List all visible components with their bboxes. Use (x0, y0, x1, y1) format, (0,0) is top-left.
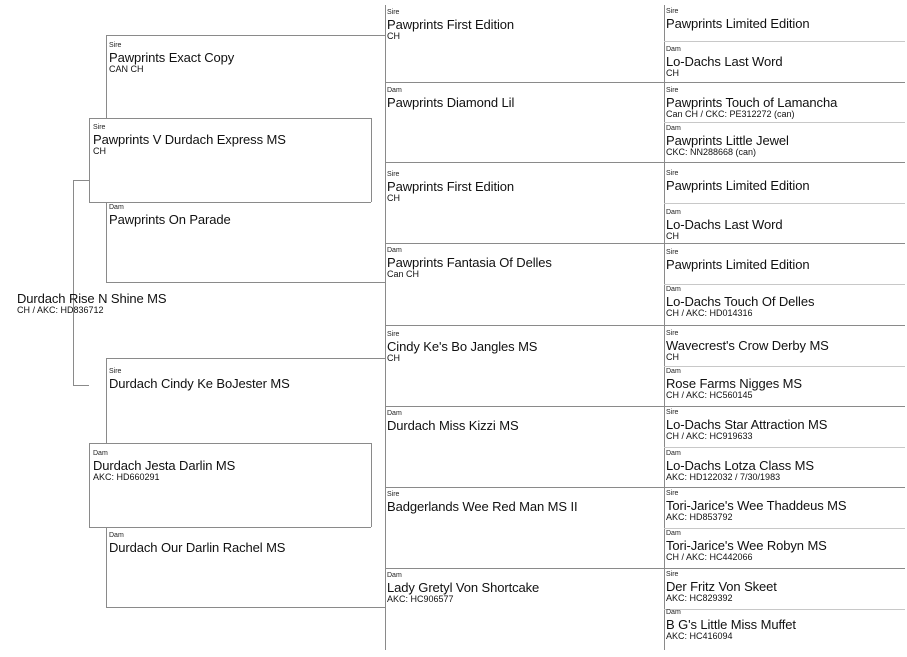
dog-titles: CH / AKC: HD014316 (666, 308, 753, 318)
dog-titles: AKC: HC906577 (387, 594, 454, 604)
dam-label: Dam (666, 368, 681, 375)
sire-label: Sire (666, 249, 679, 256)
sire-label: Sire (387, 9, 400, 16)
gen4-dog (666, 46, 782, 78)
dog-titles: Can CH (387, 269, 420, 279)
dog-name: Lo-Dachs Star Attraction MS (666, 417, 828, 432)
sire-label: Sire (387, 331, 400, 338)
gen4-dog (666, 490, 846, 522)
dam-label: Dam (666, 209, 681, 216)
dog-titles: CH (387, 193, 400, 203)
sire-label: Sire (387, 491, 400, 498)
dam-label: Dam (666, 530, 681, 537)
sire-label: Sire (666, 409, 679, 416)
sire-label: Sire (387, 171, 400, 178)
gen3-dog (387, 171, 514, 203)
sire-label: Sire (666, 330, 679, 337)
gen4-dog (666, 249, 809, 272)
dog-titles: CH / AKC: HC919633 (666, 431, 753, 441)
subject-name: Durdach Rise N Shine MS (17, 291, 167, 306)
sire-label: Sire (666, 571, 679, 578)
dog-name: Lo-Dachs Last Word (666, 217, 783, 232)
subject-dog (17, 291, 166, 315)
dog-name: Pawprints Limited Edition (666, 257, 810, 272)
sire-label: Sire (109, 368, 122, 375)
dog-name: Badgerlands Wee Red Man MS II (387, 499, 578, 514)
dog-titles: CAN CH (109, 64, 144, 74)
gen4-dog (666, 330, 829, 362)
gen4-dog (666, 87, 837, 119)
dog-name: Pawprints Exact Copy (109, 50, 235, 65)
dog-name: B G's Little Miss Muffet (666, 617, 796, 632)
dog-name: Pawprints Limited Edition (666, 178, 810, 193)
dam-label: Dam (387, 572, 402, 579)
dog-titles: CH (387, 353, 400, 363)
gen3-dog (387, 9, 514, 41)
dam-label: Dam (666, 286, 681, 293)
dog-titles: CH (666, 68, 679, 78)
gen2-dog (109, 204, 231, 227)
sire-label: Sire (666, 170, 679, 177)
dog-name: Pawprints First Edition (387, 179, 515, 194)
gen4-dog (666, 209, 782, 241)
gen4-dog (666, 368, 802, 400)
dog-name: Pawprints First Edition (387, 17, 515, 32)
dog-name: Pawprints Limited Edition (666, 16, 810, 31)
gen4-dog (666, 8, 809, 31)
dog-name: Pawprints V Durdach Express MS (93, 132, 286, 147)
dog-name: Pawprints Touch of Lamancha (666, 95, 838, 110)
dam-label: Dam (93, 450, 108, 457)
dog-titles: CH (93, 146, 106, 156)
gen3-dog (387, 331, 537, 363)
dog-name: Durdach Miss Kizzi MS (387, 418, 519, 433)
dam-label: Dam (666, 46, 681, 53)
sire-label: Sire (666, 490, 679, 497)
dog-titles: CH / AKC: HC560145 (666, 390, 753, 400)
dog-titles: CKC: NN288668 (can) (666, 147, 757, 157)
sire-label: Sire (666, 87, 679, 94)
gen3-dog (387, 491, 578, 514)
gen3-dog (387, 572, 539, 604)
dog-name: Pawprints On Parade (109, 212, 231, 227)
dog-titles: CH (387, 31, 400, 41)
dam-label: Dam (387, 247, 402, 254)
gen4-dog (666, 609, 796, 641)
gen3-dog (387, 87, 514, 110)
dog-titles: AKC: HD853792 (666, 512, 733, 522)
gen1-sire (93, 124, 286, 156)
dog-titles: CH (666, 352, 679, 362)
dog-name: Pawprints Diamond Lil (387, 95, 515, 110)
dam-label: Dam (666, 125, 681, 132)
dog-titles: AKC: HC416094 (666, 631, 733, 641)
dog-name: Tori-Jarice's Wee Robyn MS (666, 538, 827, 553)
dog-titles: AKC: HD660291 (93, 472, 160, 482)
dog-titles: CH / AKC: HC442066 (666, 552, 753, 562)
gen4-dog (666, 450, 814, 482)
dam-label: Dam (666, 450, 681, 457)
dam-label: Dam (387, 87, 402, 94)
gen2-dog (109, 368, 290, 391)
gen4-dog (666, 170, 809, 193)
dog-name: Wavecrest's Crow Derby MS (666, 338, 829, 353)
dog-name: Lo-Dachs Lotza Class MS (666, 458, 814, 473)
dog-name: Rose Farms Nigges MS (666, 376, 802, 391)
dog-name: Tori-Jarice's Wee Thaddeus MS (666, 498, 847, 513)
dog-name: Durdach Our Darlin Rachel MS (109, 540, 286, 555)
dog-name: Durdach Jesta Darlin MS (93, 458, 236, 473)
sire-label: Sire (109, 42, 122, 49)
dog-name: Cindy Ke's Bo Jangles MS (387, 339, 538, 354)
dog-name: Durdach Cindy Ke BoJester MS (109, 376, 290, 391)
sire-label: Sire (666, 8, 679, 15)
sire-label: Sire (93, 124, 106, 131)
dog-titles: AKC: HC829392 (666, 593, 733, 603)
gen4-dog (666, 409, 827, 441)
gen3-dog (387, 410, 519, 433)
gen2-dog (109, 42, 234, 74)
gen1-dam (93, 450, 235, 482)
dam-label: Dam (666, 609, 681, 616)
dog-name: Lady Gretyl Von Shortcake (387, 580, 540, 595)
dam-label: Dam (109, 532, 124, 539)
dog-name: Lo-Dachs Touch Of Delles (666, 294, 815, 309)
dog-titles: AKC: HD122032 / 7/30/1983 (666, 472, 781, 482)
dog-name: Lo-Dachs Last Word (666, 54, 783, 69)
dam-label: Dam (109, 204, 124, 211)
gen4-dog (666, 571, 777, 603)
gen4-dog (666, 530, 827, 562)
dog-name: Pawprints Little Jewel (666, 133, 789, 148)
dog-name: Der Fritz Von Skeet (666, 579, 777, 594)
dog-titles: Can CH / CKC: PE312272 (can) (666, 109, 795, 119)
dog-name: Pawprints Fantasia Of Delles (387, 255, 552, 270)
dam-label: Dam (387, 410, 402, 417)
dog-titles: CH (666, 231, 679, 241)
subject-titles: CH / AKC: HD836712 (17, 305, 104, 315)
gen4-dog (666, 286, 814, 318)
gen4-dog (666, 125, 789, 157)
gen2-dog (109, 532, 285, 555)
gen3-dog (387, 247, 552, 279)
